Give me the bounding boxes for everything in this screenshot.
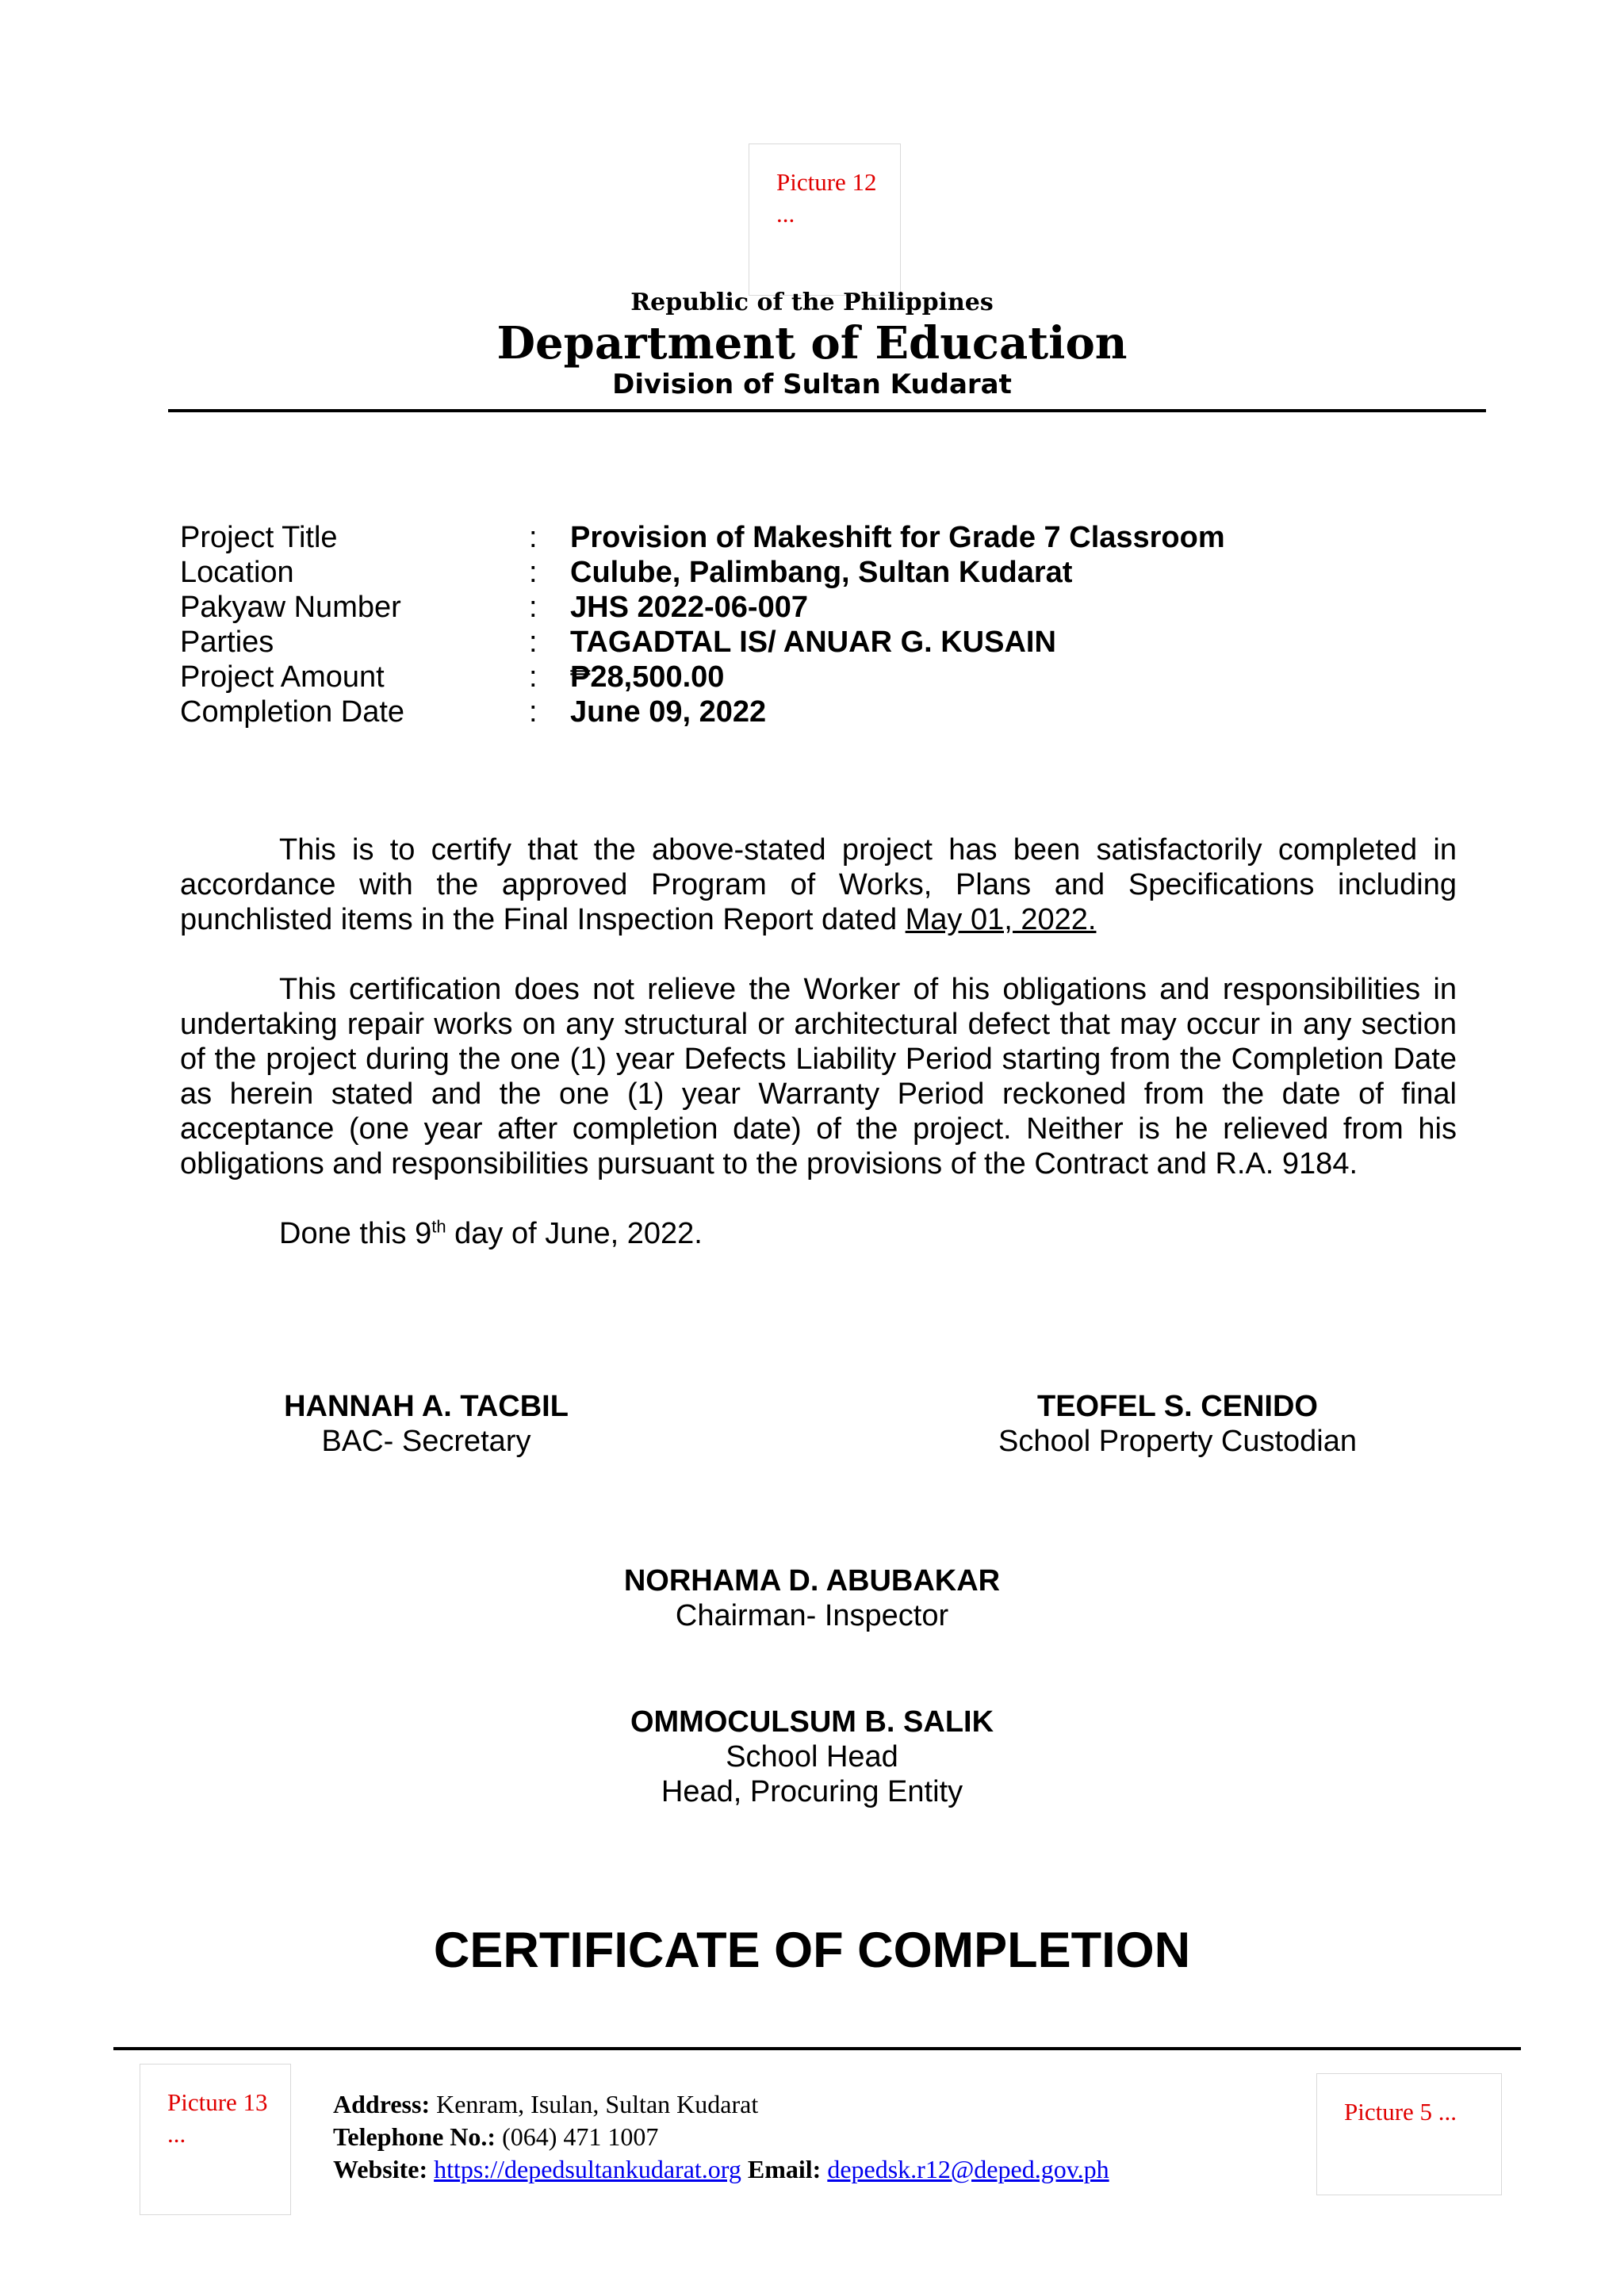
info-colon: : [529,695,538,729]
done-prefix: Done this 9 [279,1217,432,1250]
info-label: Project Title [180,521,338,554]
telephone-value: (064) 471 1007 [496,2122,659,2151]
footer-telephone [333,2121,658,2153]
signatory-school-head [574,1705,1050,1809]
info-colon: : [529,660,538,694]
deped-logo-label: Picture 13 ... [167,2088,268,2148]
website-link[interactable]: https://depedsultankudarat.org [434,2155,741,2183]
signatory-name: TEOFEL S. CENIDO [1036,1390,1318,1423]
info-colon: : [529,556,538,589]
certification-logo-label: Picture 5 ... [1344,2098,1457,2126]
info-label: Location [180,556,294,589]
signatory-name: OMMOCULSUM B. SALIK [630,1705,994,1739]
email-link[interactable]: depedsk.r12@deped.gov.ph [827,2155,1109,2183]
republic-line: Republic of the Philippines [630,289,994,316]
signatory-name: HANNAH A. TACBIL [284,1390,569,1423]
info-label: Completion Date [180,695,405,729]
seal-picture-label: Picture 12 ... [776,168,877,228]
signatory-role: Chairman- Inspector [675,1599,949,1632]
email-label: Email: [741,2155,822,2183]
website-label: Website: [333,2155,428,2183]
telephone-label: Telephone No.: [333,2122,496,2151]
footer-web [333,2153,1109,2186]
done-suffix: day of June, 2022. [446,1217,703,1250]
address-value: Kenram, Isulan, Sultan Kudarat [430,2090,759,2118]
info-value: June 09, 2022 [570,695,767,729]
address-label: Address: [333,2090,431,2118]
signatory-property-custodian [944,1389,1411,1459]
signatory-role: BAC- Secretary [321,1425,531,1458]
done-superscript: th [431,1216,446,1237]
info-value: ₱28,500.00 [570,660,725,694]
footer-divider [113,2047,1521,2050]
signatory-chairman-inspector [574,1563,1050,1633]
signatory-role: School Property Custodian [998,1425,1358,1458]
footer-address [333,2088,758,2121]
certification-logo-placeholder [1316,2073,1502,2195]
seal-picture-placeholder [749,144,901,296]
info-value: TAGADTAL IS/ ANUAR G. KUSAIN [570,626,1056,659]
deped-logo-placeholder [140,2064,291,2215]
info-value: Culube, Palimbang, Sultan Kudarat [570,556,1073,589]
paragraph-1-text: This is to certify that the above-stated project has been satisfactorily completed in accordance with the approved Program of Works, Plans and Specifications including punchlisted items in the Final Inspection Report dated [180,833,1457,936]
inspection-report-date: May 01, 2022. [905,903,1097,936]
info-label: Project Amount [180,660,385,694]
info-colon: : [529,626,538,659]
header-divider [168,409,1486,412]
division-name: Division of Sultan Kudarat [612,369,1012,400]
info-colon: : [529,521,538,554]
department-name: Department of Education [496,317,1128,369]
info-label: Pakyaw Number [180,591,401,624]
signatory-name: NORHAMA D. ABUBAKAR [623,1564,1001,1598]
info-value: JHS 2022-06-007 [570,591,808,624]
signatory-bac-secretary [238,1389,615,1459]
info-label: Parties [180,626,274,659]
info-colon: : [529,591,538,624]
signatory-role: School Head [726,1740,898,1774]
certification-paragraph-1 [180,832,1457,937]
certification-paragraph-2: This certification does not relieve the Worker of his obligations and responsibilities in undertaking repair works on any structural or architectural defect that may occur in any section of the project during the one (1) year Defects Liability Period starting from the Completion Date as herein stated and the one (1) year Warranty Period reckoned from the date of final acceptance (one year after completion date) of the project. Neither is he relieved from his obligations and responsibilities pursuant to the provisions of the Contract and R.A. 9184. [180,973,1457,1181]
info-value: Provision of Makeshift for Grade 7 Classroom [570,521,1225,554]
done-line [180,1216,1457,1251]
signatory-role-2: Head, Procuring Entity [661,1775,963,1808]
certificate-title: CERTIFICATE OF COMPLETION [433,1923,1191,1978]
